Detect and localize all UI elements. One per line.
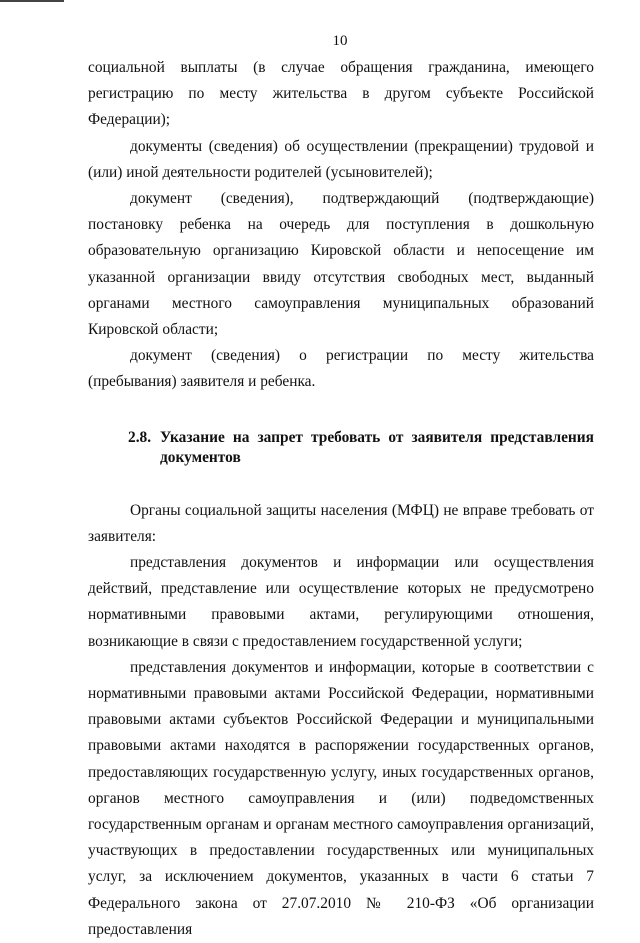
paragraph-not-required-documents: представления документов и информации или осуществления действий, представление или осуществление которых не предусмотрено нормативными правовыми актами, регулирующими отношения, возникающие в связи с предоставлением государственной услуги; [88,554,594,650]
paragraph-documents-in-possession: представления документов и информации, которые в соответствии с нормативными правовыми актами Российской Федерации, нормативными правовыми актами субъектов Российской Федерации и муниципальными правовыми актами находятся в распоряжении государственных органов, предоставляющих государственную услугу, иных государственных органов, органов местного самоуправления и (или) подведомственных государственным органам и органам местного самоуправления организаций, участвующих в предоставлении государственных или муниципальных услуг, за исключением документов, указанных в части 6 статьи 7 Федерального закона от 27.07.2010 № 210-ФЗ «Об организации предоставления [88,658,594,938]
paragraph-authorities: Органы социальной защиты населения (МФЦ) не вправе требовать от заявителя: [88,501,594,545]
section-heading [88,428,594,468]
paragraph-employment-documents: документы (сведения) об осуществлении (прекращении) трудовой и (или) иной деятельности родителей (усыновителей); [88,137,594,181]
paragraph-kindergarten-queue: документ (сведения), подтверждающий (подтверждающие) постановку ребенка на очередь для поступления в дошкольную образовательную организацию Кировской области и непосещение им указанной организации ввиду отсутствия свободных мест, выданный органами местного самоуправления муниципальных образований Кировской области; [88,190,594,339]
section-number: 2.8. [128,428,152,446]
paragraph-registration: документ (сведения) о регистрации по месту жительства (пребывания) заявителя и ребенка. [88,347,594,391]
document-body [88,55,594,943]
paragraph-social-payment: социальной выплаты (в случае обращения гражданина, имеющего регистрацию по месту жительства в другом субъекте Российской Федерации); [88,59,594,129]
page-number: 10 [332,33,348,49]
scan-corner-mark [0,0,64,6]
section-title: Указание на запрет требовать от заявителя представления документов [160,428,594,466]
section-spacer [88,468,594,498]
